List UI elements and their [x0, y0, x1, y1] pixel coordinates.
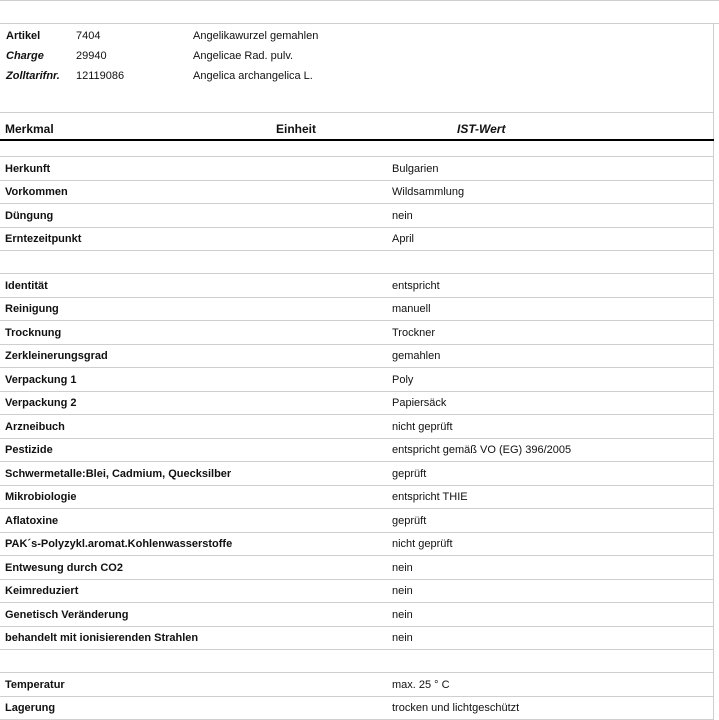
row-label: Identität [5, 280, 48, 292]
row-value: Trockner [392, 327, 435, 339]
row-label: Verpackung 2 [5, 397, 77, 409]
header-underline [0, 139, 714, 141]
row-value: trocken und lichtgeschützt [392, 702, 520, 714]
row-value: Bulgarien [392, 163, 439, 175]
row-value: entspricht [392, 280, 440, 292]
row-value: nein [392, 585, 413, 597]
row-value: entspricht THIE [392, 491, 468, 503]
row-value: nein [392, 632, 413, 644]
row-value: Wildsammlung [392, 186, 465, 198]
row-label: Erntezeitpunkt [5, 233, 82, 245]
row-label: Düngung [5, 210, 54, 222]
row-value: nicht geprüft [392, 538, 453, 550]
top-border [0, 0, 719, 1]
row-value: manuell [392, 303, 431, 315]
row-label: Entwesung durch CO2 [5, 562, 123, 574]
row-label: Lagerung [5, 702, 56, 714]
row-value: nein [392, 562, 413, 574]
row-value: geprüft [392, 468, 427, 480]
row-label: Verpackung 1 [5, 374, 77, 386]
row-label: Arzneibuch [5, 421, 65, 433]
header-merkmal: Merkmal [5, 122, 54, 136]
row-label: Vorkommen [5, 186, 68, 198]
zolltarif-value: 12119086 [76, 70, 125, 82]
row-value: nicht geprüft [392, 421, 453, 433]
zolltarif-description: Angelica archangelica L. [193, 70, 313, 82]
table-right-border [713, 113, 714, 720]
row-value: entspricht gemäß VO (EG) 396/2005 [392, 444, 572, 456]
group-separator [0, 156, 714, 157]
row-label: Keimreduziert [5, 585, 79, 597]
row-value: max. 25 ° C [392, 679, 450, 691]
row-label: Trocknung [5, 327, 62, 339]
row-value: April [392, 233, 415, 245]
group-separator [0, 273, 714, 274]
row-value: nein [392, 609, 413, 621]
artikel-description: Angelikawurzel gemahlen [193, 30, 319, 42]
row-label: Pestizide [5, 444, 53, 456]
row-value: Papiersäck [392, 397, 447, 409]
row-label: Schwermetalle:Blei, Cadmium, Quecksilber [5, 468, 232, 480]
group-separator [0, 672, 714, 673]
header-einheit: Einheit [276, 122, 317, 136]
charge-value: 29940 [76, 50, 107, 62]
charge-label: Charge [6, 50, 44, 62]
row-label: PAK´s-Polyzykl.aromat.Kohlenwasserstoffe [5, 538, 233, 550]
artikel-value: 7404 [76, 30, 101, 42]
row-value: nein [392, 210, 413, 222]
info-top-border [0, 23, 719, 24]
row-label: Herkunft [5, 163, 51, 175]
row-label: Zerkleinerungsgrad [5, 350, 108, 362]
row-label: Mikrobiologie [5, 491, 77, 503]
row-label: Temperatur [5, 679, 65, 691]
info-bottom-border [0, 112, 714, 113]
row-label: behandelt mit ionisierenden Strahlen [5, 632, 199, 644]
header-ist-wert: IST-Wert [457, 122, 506, 136]
row-value: gemahlen [392, 350, 441, 362]
info-right-border [713, 23, 714, 113]
charge-description: Angelicae Rad. pulv. [193, 50, 294, 62]
zolltarif-label: Zolltarifnr. [6, 70, 60, 82]
row-value: Poly [392, 374, 414, 386]
row-value: geprüft [392, 515, 427, 527]
row-label: Genetisch Veränderung [5, 609, 129, 621]
row-label: Reinigung [5, 303, 59, 315]
row-label: Aflatoxine [5, 515, 59, 527]
artikel-label: Artikel [6, 30, 41, 42]
